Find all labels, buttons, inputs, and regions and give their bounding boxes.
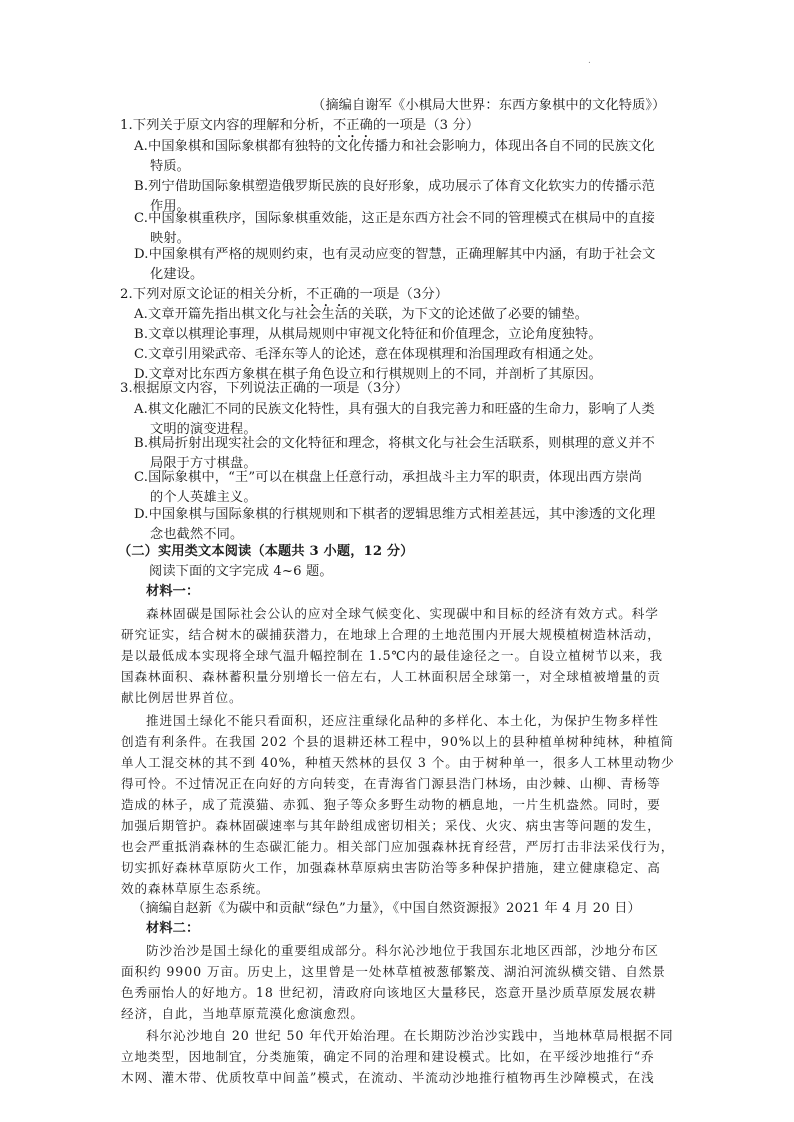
q1-option-a: A.中国象棋和国际象棋都有独特的文化传播力和社会影响力，体现出各自不同的民族文化: [134, 139, 655, 154]
paragraph-line: 得可怜。不过情况正在向好的方向转变，在青海省门源县浩门林场，由沙棘、山柳、青杨等: [121, 776, 661, 791]
paragraph-line: 切实抓好森林草原防火工作，加强森林草原病虫害防治等多种保护措施，建立健康稳定、高: [121, 860, 661, 875]
emphasis-not-correct: 不正确: [306, 287, 347, 302]
paragraph-line: 献比例居世界首位。: [121, 690, 243, 705]
paragraph-line: 木网、灌木带、优质牧草中间盖”模式，在流动、半流动沙地推行植物再生沙障模式，在浅: [121, 1070, 655, 1085]
q3-option-c: C.国际象棋中，“王”可以在棋盘上任意行动，承担战斗主力军的职责，体现出西方崇尚: [134, 470, 643, 485]
q2-option-a: A.文章开篇先指出棋文化与社会生活的关联，为下文的论述做了必要的铺垫。: [134, 307, 589, 322]
material-2-label: 材料二：: [146, 921, 200, 936]
paragraph-line: 加强后期管护。森林固碳速率与其年龄组成密切相关；采伐、火灾、病虫害等问题的发生，: [121, 818, 661, 833]
q1-option-b: B.列宁借助国际象棋塑造俄罗斯民族的良好形象，成功展示了体育文化软实力的传播示范: [134, 179, 656, 194]
q1-option-d: D.中国象棋有严格的规则约束，也有灵动应变的智慧，正确理解其中内涵，有助于社会文: [134, 247, 656, 262]
section-2-heading: （二）实用类文本阅读（本题共 3 小题，12 分）: [118, 544, 414, 559]
paragraph-line: 面积约 9900 万亩。历史上，这里曾是一处林草植被葱郁繁茂、湖泊河流纵横交错、自然景: [121, 964, 666, 979]
q3-option-a-cont: 文明的演变进程。: [150, 422, 257, 437]
paragraph-line: 是以最低成本实现将全球气温升幅控制在 1.5℃内的最佳途径之一。自设立植树节以来，我: [121, 648, 663, 663]
paragraph-line: 推进国土绿化不能只看面积，还应注重绿化品种的多样化、本土化，为保护生物多样性: [146, 713, 659, 728]
q3-option-d: D.中国象棋与国际象棋的行棋规则和下棋者的逻辑思维方式相差甚远，其中渗透的文化理: [134, 507, 656, 522]
page-mark: .: [588, 56, 591, 66]
source-citation-1: （摘编自谢军《小棋局大世界：东西方象棋中的文化特质》）: [312, 98, 666, 113]
source-citation-2: （摘编自赵新《为碳中和贡献“绿色”力量》，《中国自然资源报》2021 年 4 月 20 日）: [132, 901, 641, 916]
q3-option-c-cont: 的个人英雄主义。: [150, 490, 257, 505]
q3-option-d-cont: 念也截然不同。: [150, 527, 244, 542]
q1-option-b-cont: 作用。: [150, 199, 191, 214]
paragraph-line: 科尔沁沙地自 20 世纪 50 年代开始治理。在长期防沙治沙实践中，当地林草局根据不同: [146, 1028, 674, 1043]
q3-option-b-cont: 局限于方寸棋盘。: [150, 456, 257, 471]
material-1-label: 材料一：: [146, 584, 200, 599]
question-1-stem: 1.下列关于原文内容的理解和分析，不正确的一项是（3 分）: [120, 118, 480, 133]
q2-option-b: B.文章以棋理论事理，从棋局规则中审视文化特征和价值理念，立论角度独特。: [134, 327, 602, 342]
q1-option-c-cont: 映射。: [150, 231, 191, 246]
question-2-stem: 2.下列对原文论证的相关分析，不正确的一项是（3分）: [120, 287, 449, 302]
q1-option-c: C.中国象棋重秩序，国际象棋重效能，这正是东西方社会不同的管理模式在棋局中的直接: [134, 211, 655, 226]
paragraph-line: 造成的林子，成了荒漠猫、赤狐、狍子等众多野生动物的栖息地，一片生机盎然。同时，要: [121, 797, 661, 812]
paragraph-line: 色秀丽怡人的好地方。18 世纪初，清政府向该地区大量移民，恣意开垦沙质草原发展农耕: [121, 985, 657, 1000]
emphasis-not-correct: 不正确: [332, 118, 373, 133]
q2-option-c: C.文章引用梁武帝、毛泽东等人的论述，意在体现棋理和治国理政有相通之处。: [134, 347, 602, 362]
q3-option-b: B.棋局折射出现实社会的文化特征和理念，将棋文化与社会生活联系，则棋理的意义并不: [134, 436, 656, 451]
question-3-stem: 3.根据原文内容，下列说法正确的一项是（3分）: [120, 381, 409, 396]
paragraph-line: 研究证实，结合树木的碳捕获潜力，在地球上合理的土地范围内开展大规模植树造林活动，: [121, 627, 661, 642]
section-2-instruction: 阅读下面的文字完成 4~6 题。: [149, 564, 333, 579]
q2-option-d: D.文章对比东西方象棋在棋子角色设立和行棋规则上的不同，并剖析了其原因。: [134, 367, 603, 382]
paragraph-line: 也会严重抵消森林的生态碳汇能力。相关部门应加强森林抚育经营，严厉打击非法采伐行为，: [121, 839, 675, 854]
q1-option-d-cont: 化建设。: [150, 267, 204, 282]
q3-option-a: A.棋文化融汇不同的民族文化特性，具有强大的自我完善力和旺盛的生命力，影响了人类: [134, 402, 655, 417]
paragraph-line: 防沙治沙是国土绿化的重要组成部分。科尔沁沙地位于我国东北地区西部，沙地分布区: [146, 943, 659, 958]
paragraph-line: 效的森林草原生态系统。: [121, 881, 270, 896]
paragraph-line: 立地类型，因地制宜，分类施策，确定不同的治理和建设模式。比如，在平绥沙地推行“乔: [121, 1049, 655, 1064]
paragraph-line: 经济，自此，当地草原荒漠化愈演愈烈。: [121, 1006, 364, 1021]
paragraph-line: 单人工混交林的其不到 40%，种植天然林的县仅 3 个。由于树种单一，很多人工林里动物少: [121, 755, 675, 770]
q1-option-a-cont: 特质。: [150, 159, 191, 174]
paragraph-line: 森林固碳是国际社会公认的应对全球气候变化、实现碳中和目标的经济有效方式。科学: [146, 606, 659, 621]
paragraph-line: 创造有利条件。在我国 202 个县的退耕还林工程中，90%以上的县种植单树种纯林，种植简: [121, 734, 675, 749]
paragraph-line: 国森林面积、森林蓄积量分别增长一倍左右，人工林面积居全球第一，对全球植被增量的贡: [121, 669, 661, 684]
